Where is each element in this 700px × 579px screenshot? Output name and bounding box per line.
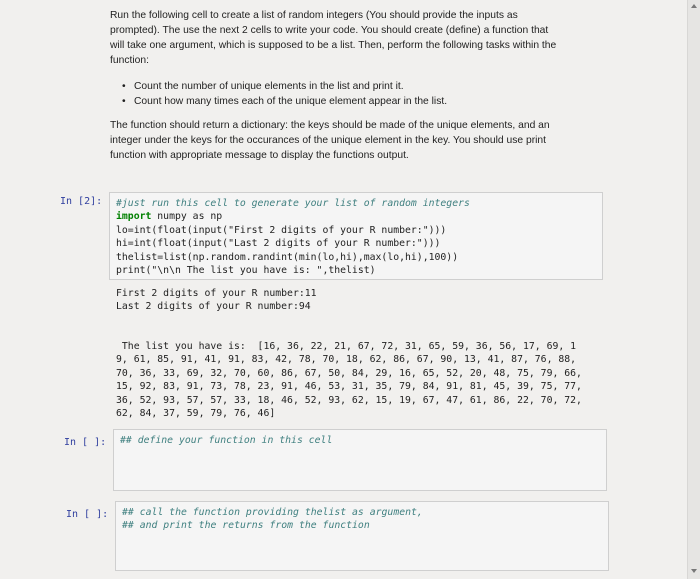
code-comment: ## call the function providing thelist as argument, (122, 507, 423, 518)
bullet-icon: • (122, 81, 126, 92)
instruction-line: prompted). The use the next 2 cells to write your code. You should create (define) a function that (110, 25, 549, 36)
output-line: 15, 92, 83, 91, 73, 78, 23, 91, 46, 53, 31, 35, 79, 84, 91, 81, 45, 39, 75, 77, (116, 381, 582, 393)
task-list (110, 79, 588, 109)
scroll-down-icon[interactable] (691, 569, 697, 573)
instruction-line: function: (110, 55, 149, 66)
code-comment: ## and print the returns from the function (122, 520, 370, 532)
code-comment: ## define your function in this cell (120, 435, 333, 446)
instruction-line: Run the following cell to create a list of random integers (You should provide the inputs as (110, 10, 518, 21)
cell-prompt: In [ ]: (66, 509, 109, 520)
markdown-instructions (110, 8, 588, 163)
cell-prompt: In [2]: (60, 196, 103, 207)
output-line: 62, 84, 37, 59, 79, 76, 46] (116, 408, 276, 420)
code-keyword: import (116, 211, 152, 223)
code-line: lo=int(float(input("First 2 digits of your R number:"))) (116, 224, 447, 236)
output-line: The list you have is: [16, 36, 22, 21, 67, 72, 31, 65, 59, 36, 56, 17, 69, 1 (116, 341, 577, 352)
output-line: 9, 61, 85, 91, 41, 91, 83, 42, 78, 70, 18, 62, 86, 67, 90, 13, 41, 87, 76, 88, (116, 354, 577, 366)
code-text: numpy as np (151, 211, 223, 223)
output-line: First 2 digits of your R number:11 (116, 288, 317, 299)
scroll-up-icon[interactable] (691, 4, 697, 8)
instruction-line: function with appropriate message to display the functions output. (110, 150, 409, 161)
instruction-line: will take one argument, which is supposed to be a list. Then, perform the following tasks within the (110, 40, 557, 51)
output-line: Last 2 digits of your R number:94 (116, 301, 311, 313)
code-comment: #just run this cell to generate your list of random integers (116, 198, 470, 209)
task-text: Count the number of unique elements in the list and print it. (134, 81, 404, 92)
code-cell-generate-list[interactable] (109, 192, 603, 280)
instruction-line: integer under the keys for the occurances of the unique element in the key. You should use print (110, 135, 546, 146)
cell-prompt: In [ ]: (64, 437, 107, 448)
code-cell-define-function[interactable] (113, 429, 607, 491)
code-line: thelist=list(np.random.randint(min(lo,hi),max(lo,hi),100)) (116, 251, 459, 263)
code-line: print("\n\n The list you have is: ",thelist) (116, 265, 376, 277)
code-line: hi=int(float(input("Last 2 digits of your R number:"))) (116, 238, 441, 250)
cell-output (116, 287, 317, 314)
vertical-scrollbar[interactable] (687, 0, 700, 579)
task-text: Count how many times each of the unique element appear in the list. (134, 96, 448, 107)
output-line: 70, 36, 33, 69, 32, 70, 60, 86, 67, 50, 84, 29, 16, 65, 52, 20, 48, 75, 79, 66, (116, 367, 582, 379)
list-output (116, 340, 582, 420)
code-cell-call-function[interactable] (115, 501, 609, 571)
task-item (110, 94, 588, 109)
output-line: 36, 52, 93, 57, 57, 33, 18, 46, 52, 93, 62, 15, 19, 67, 47, 61, 86, 22, 70, 72, (116, 394, 582, 406)
task-item (110, 79, 588, 94)
bullet-icon: • (122, 96, 126, 107)
instruction-line: The function should return a dictionary: the keys should be made of the unique elements, and an (110, 120, 550, 131)
